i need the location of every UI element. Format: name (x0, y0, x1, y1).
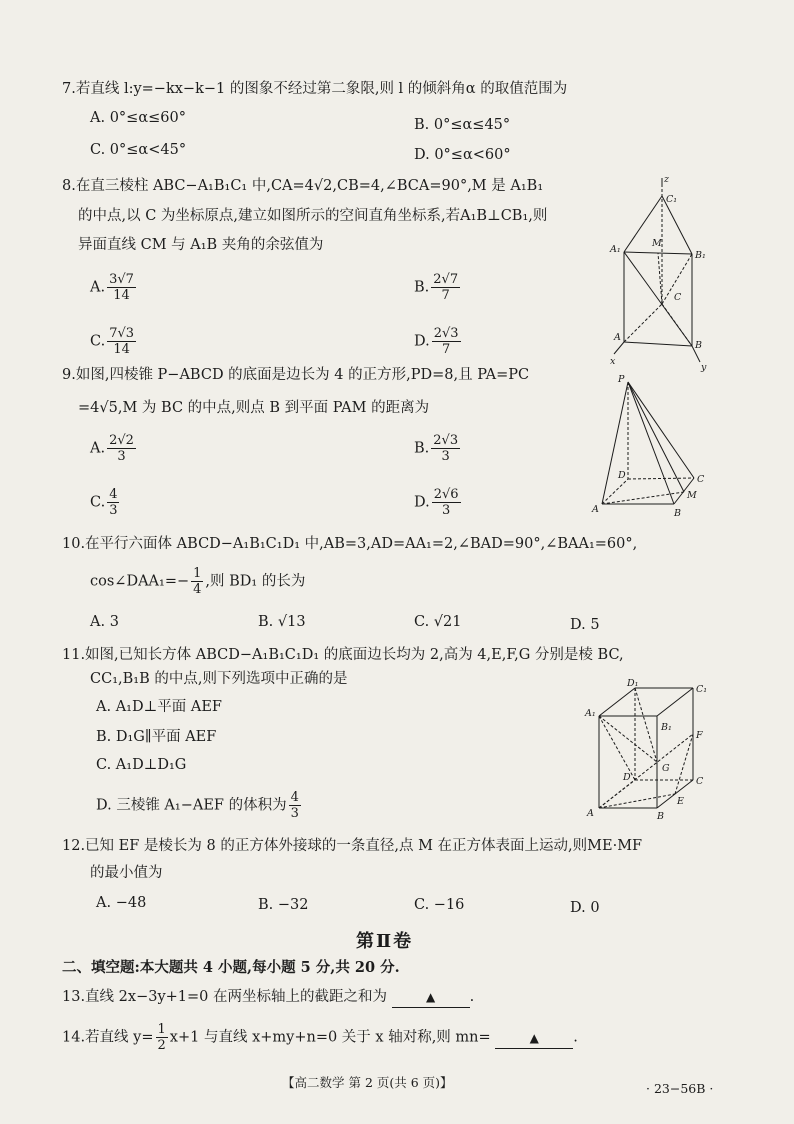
q12-option-d: D. 0 (570, 900, 600, 916)
pyramid-figure (590, 372, 715, 517)
q11-option-d: D. 三棱锥 A₁−AEF 的体积为 $\frac{4}{3}$ (96, 790, 299, 821)
label-a: A (592, 504, 599, 515)
q11-option-a: A. A₁D⊥平面 AEF (96, 699, 222, 715)
q9-line1: 9.如图,四棱锥 P−ABCD 的底面是边长为 4 的正方形,PD=8,且 PA=PC (62, 367, 530, 383)
q11-option-b: B. D₁G∥平面 AEF (96, 729, 217, 745)
q9-option-a: A. $\frac{2√2}{3}$ (90, 433, 134, 464)
q12-option-a: A. −48 (96, 895, 147, 911)
label-m: M (652, 238, 662, 249)
q14-blank: ▲ (495, 1028, 573, 1049)
section-instructions: 二、填空题:本大题共 4 小题,每小题 5 分,共 20 分. (62, 959, 400, 976)
q13-line: 13.直线 2x−3y+1=0 在两坐标轴上的截距之和为 ▲ . (62, 987, 474, 1008)
q10-option-b: B. √13 (258, 614, 306, 630)
q10-line2: cos∠DAA₁=− $\frac{1}{4}$ ,则 BD₁ 的长为 (90, 566, 306, 597)
q9-line2: =4√5,M 为 BC 的中点,则点 B 到平面 PAM 的距离为 (78, 400, 430, 416)
label-b1: B₁ (661, 722, 672, 733)
q7-option-c: C. 0°≤α<45° (90, 142, 187, 158)
q12-line1: 12.已知 EF 是棱长为 8 的正方体外接球的一条直径,点 M 在正方体表面上运动,则ME·MF (62, 838, 643, 854)
label-b: B (695, 340, 702, 351)
q8-option-b: B. $\frac{2√7}{7}$ (414, 272, 459, 303)
label-z: z (664, 174, 670, 185)
label-d: D (618, 470, 626, 481)
label-m: M (687, 490, 697, 501)
label-x: x (610, 356, 616, 367)
section-title: 第Ⅱ卷 (356, 931, 414, 952)
q8-line1: 8.在直三棱柱 ABC−A₁B₁C₁ 中,CA=4√2,CB=4,∠BCA=90°,M 是 A₁B₁ (62, 178, 544, 194)
q14-line: 14.若直线 y= $\frac{1}{2}$ x+1 与直线 x+my+n=0 关于 x 轴对称,则 mn= ▲ . (62, 1022, 578, 1053)
label-d1: D₁ (627, 678, 639, 689)
label-c1: C₁ (696, 684, 708, 695)
q11-line1: 11.如图,已知长方体 ABCD−A₁B₁C₁D₁ 的底面边长均为 2,高为 4,E,F,G 分别是棱 BC, (62, 647, 624, 663)
q7-option-b: B. 0°≤α≤45° (414, 117, 511, 133)
label-g: G (662, 763, 670, 774)
q10-option-a: A. 3 (90, 614, 119, 630)
q10-option-d: D. 5 (570, 617, 600, 633)
label-d: D (623, 772, 631, 783)
label-b1: B₁ (695, 250, 706, 261)
label-c: C (696, 776, 704, 787)
q11-line2: CC₁,B₁B 的中点,则下列选项中正确的是 (90, 671, 348, 687)
q8-line2: 的中点,以 C 为坐标原点,建立如图所示的空间直角坐标系,若A₁B⊥CB₁,则 (78, 208, 548, 224)
label-c: C (674, 292, 682, 303)
label-e: E (677, 796, 684, 807)
prism-figure (600, 176, 710, 371)
footer-code: · 23−56B · (646, 1081, 714, 1096)
q12-option-b: B. −32 (258, 897, 309, 913)
q12-option-c: C. −16 (414, 897, 465, 913)
label-a1: A₁ (610, 244, 621, 255)
q13-blank: ▲ (392, 987, 470, 1008)
label-a1: A₁ (585, 708, 596, 719)
q8-line3: 异面直线 CM 与 A₁B 夹角的余弦值为 (78, 237, 324, 253)
label-p: P (618, 374, 625, 385)
q7-stem: 7.若直线 l:y=−kx−k−1 的图象不经过第二象限,则 l 的倾斜角α 的取值范围为 (62, 81, 568, 97)
label-c1: C₁ (666, 194, 678, 205)
label-f: F (696, 730, 703, 741)
q9-option-b: B. $\frac{2√3}{3}$ (414, 433, 459, 464)
q11-option-c: C. A₁D⊥D₁G (96, 757, 187, 773)
q7-option-d: D. 0°≤α<60° (414, 147, 511, 163)
q7-option-a: A. 0°≤α≤60° (90, 110, 186, 126)
q9-option-c: C. $\frac{4}{3}$ (90, 487, 118, 518)
q10-option-c: C. √21 (414, 614, 462, 630)
q8-option-d: D. $\frac{2√3}{7}$ (414, 326, 459, 357)
footer-page-info: 【高二数学 第 2 页(共 6 页)】 (282, 1075, 453, 1090)
q12-line2: 的最小值为 (90, 865, 163, 881)
q9-option-d: D. $\frac{2√6}{3}$ (414, 487, 459, 518)
label-c: C (697, 474, 705, 485)
label-y: y (701, 362, 707, 373)
label-a: A (614, 332, 621, 343)
cuboid-figure (583, 676, 713, 821)
label-b: B (657, 811, 664, 822)
label-b: B (674, 508, 681, 519)
q10-line1: 10.在平行六面体 ABCD−A₁B₁C₁D₁ 中,AB=3,AD=AA₁=2,∠BAD=90°,∠BAA₁=60°, (62, 536, 638, 552)
q8-option-c: C. $\frac{7√3}{14}$ (90, 326, 135, 357)
label-a: A (587, 808, 594, 819)
q8-option-a: A. $\frac{3√7}{14}$ (90, 272, 134, 303)
